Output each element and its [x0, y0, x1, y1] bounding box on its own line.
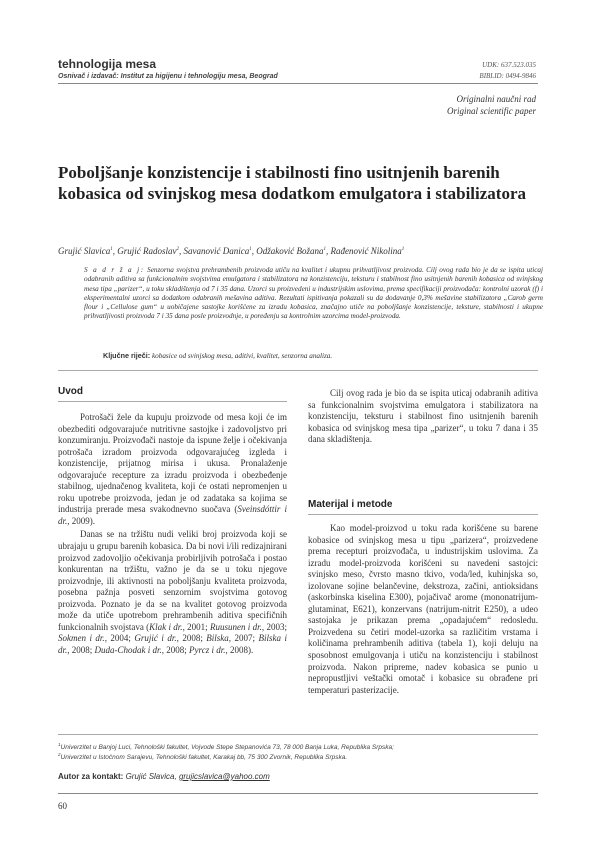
citation-year: , 2008;	[67, 644, 95, 655]
author-name: Savanović Danica	[183, 246, 250, 256]
citation-year: , 2001;	[182, 621, 210, 632]
footnote-1	[58, 742, 394, 751]
citation-year: , 2008;	[176, 633, 207, 644]
author-affiliation: 1	[323, 247, 326, 252]
paragraph	[58, 529, 287, 656]
article-title: Poboljšanje konzistencije i stabilnosti fino usitnjenih barenih kobasica od svinjskog mesa dodatkom emulgatora i stabilizatora	[58, 163, 526, 203]
section-heading-materijal: Materijal i metode	[308, 499, 393, 510]
citation-year: , 2008;	[161, 644, 190, 655]
right-column-methods	[308, 523, 538, 696]
citation-year: , 2003;	[261, 621, 287, 632]
author-name: Odžaković Božana	[256, 246, 324, 256]
citation: Klak i dr.	[149, 621, 183, 632]
citation: Bilska	[206, 633, 229, 644]
section-heading-uvod: Uvod	[58, 386, 83, 397]
citation-year: , 2004;	[104, 633, 135, 644]
author-name: Grujić Slavica	[58, 246, 111, 256]
footnote-marker: 2	[58, 752, 61, 757]
page-number: 60	[58, 801, 67, 811]
paragraph-text: Potrošači žele da kupuju proizvode od mesa koji će im obezbediti odgovarajuće nutritivne sastojke i zadovoljstvo pri konzumiranju. Proizvođači nastoje da ispune želje i očekivanja potrošača izradom proizvoda odgovarajućeg izgleda i konzistencije, prijatnog mirisa i ukusa. Pronalaženje odgovarajuće recepture za izradu proizvoda i obezbeđenje stabilnog, ujednačenog kvaliteta, koji će ostati nepromenjen u roku upotrebe proizvoda, jedan je od zadataka sa kojima se industrija prerade mesa svakodnevno suočava (	[58, 412, 287, 515]
citation: Sokmen i dr.	[58, 633, 105, 644]
abstract	[84, 266, 543, 322]
biblid-code: BIBLID: 0494-9846	[479, 72, 536, 80]
footnote-marker: 1	[58, 742, 61, 747]
left-column	[58, 412, 287, 656]
author-affiliation: 1	[249, 247, 252, 252]
author-affiliation: 1	[110, 247, 113, 252]
citation-year: , 2007;	[228, 633, 259, 644]
contact-author	[58, 772, 270, 781]
citation: Bilska i dr.	[58, 633, 287, 655]
right-column-intro	[308, 388, 538, 446]
contact-label: Autor za kontakt:	[58, 772, 124, 781]
keywords	[103, 351, 332, 360]
contact-email-link[interactable]: grujicslavica@yahoo.com	[178, 772, 270, 781]
udk-code: UDK: 637.523.035	[482, 61, 536, 69]
footnote-rule	[58, 734, 538, 735]
author-list: Grujić Slavica$^1$, Grujić Radoslav$^2$, Savanović Danica$^1$, Odžaković Božana$^1$, Rađenović Nikolina$^1$	[58, 246, 405, 256]
paragraph	[58, 412, 287, 527]
footnote-text: Univerzitet u Istočnom Sarajevu, Tehnološki fakultet, Karakaj bb, 75 300 Zvornik, Republika Srpska.	[60, 754, 348, 762]
author-name: Rađenović Nikolina	[330, 246, 402, 256]
citation: Pyrcz i dr.	[189, 644, 226, 655]
citation-year: , 2008).	[225, 644, 254, 655]
author-name: Grujić Radoslav	[117, 246, 177, 256]
paper-type-english: Original scientific paper	[447, 106, 536, 116]
contact-name: Grujić Slavica,	[125, 772, 177, 781]
footnote-text: Univerzitet u Banjoj Luci, Tehnološki fakultet, Vojvode Stepe Stepanovića 73, 78 000 Banja Luka, Republika Srpska;	[60, 744, 394, 752]
keywords-text: kobasice od svinjskog mesa, aditivi, kvalitet, senzorna analiza.	[151, 352, 333, 360]
citation-year: , 2009).	[67, 515, 96, 526]
citation: Sveinsdóttir i dr.	[58, 504, 287, 526]
paragraph: Cilj ovog rada je bio da se ispita uticaj odabranih aditiva sa funkcionalnim svojstvima emulgatora i stabilizatora na konzistenciju, teksturu i stabilnost fino usitnjenih barenih kobasica od svinjskog mesa tipa „parizer“, u toku 7 dana i 35 dana skladištenja.	[308, 388, 538, 445]
keywords-label: Ključne riječi:	[103, 351, 151, 360]
author-affiliation: 2	[176, 247, 179, 252]
paragraph-text: Danas se na tržištu nudi veliki broj proizvoda koji se ubrajaju u grupu barenih kobasica. Da bi novi i/ili redizajnirani proizvod zadovoljio očekivanja probirljivih potrošača i postao konkurentan na tržištu, važno je da se u toku njegove proizvodnje, ili aktivnosti na poboljšanju kvaliteta proizvoda, posebna pažnja posveti senzornim svojstvima gotovog proizvoda. Poznato je da se na kvalitet gotovog proizvoda može da utiče upotrebom prehrambenih aditiva specifičnih funkcionalnih svojstava (	[58, 529, 287, 632]
paragraph: Kao model-proizvod u toku rada korišćene su barene kobasice od svinjskog mesa u tipu „parizera“, proizvedene prema recepturi proizvođača, u industrijskim uslovima. Za izradu model-proizvoda korišćeni su navedeni sastojci: svinjsko meso, čvrsto masno tkivo, voda/led, kuhinjska so, izolovane sojine belančevine, dekstroza, začini, antioksidans (askorbinska kiselina E300), pojačivač arome (mononatrijum-glutaminat, E621), konzervans (natrijum-nitrit E250), a udeo sastojaka je prikazan prema „opadajućem“ redosledu. Proizvedena su četiri model-uzorka sa različitim vrstama i količinama prehrambenih aditiva (tabela 1), koji deluju na sposobnost emulgovanja i utiču na konzistenciju i stabilnost proizvoda. Nakon pripreme, nadev kobasica se punio u nepropustljivi veštački omotač i kobasice su obrađene pri temperaturi pasterizacije.	[308, 523, 538, 695]
section-rule	[58, 370, 538, 371]
citation: Grujić i dr.	[134, 633, 177, 644]
citation: Duda-Chodak i dr.	[94, 644, 162, 655]
materijal-underline	[308, 514, 538, 515]
abstract-text: Senzorna svojstva prehrambenih proizvoda utiču na kvalitet i ukupnu prihvatljivost proizvoda. Cilj ovog rada bio je da se ispita uticaj odabranih aditiva sa funkcionalnim svojstvima emulgatora i stabilizatora na konzistenciju, teksturu i stabilnost fino usitnjenih barenih kobasica od svinjskog mesa tipa „parizer“, u toku skladištenja od 7 i 35 dana. Uzorci su proizvedeni u industrijskim uslovima, prema specifikaciji proizvođača: kontrolni uzorak (f) i eksperimentalni uzorci sa dodatkom odabranih mešavina aditiva. Rezultati ispitivanja pokazali su da dodavanje 0,3% mešavine stabilizatora „Carob germ flour i „Cellulose gum“ u uobičajene sastojke korišćene za izradu kobasica, značajno utiče na poboljšanje konzistencije, teksture, stabilnosti i ukupne prihvatljivosti proizvoda 7 i 35 dana posle proizvodnje, u poređenju sa kontrolnim uzorcima model-proizvoda.	[84, 266, 543, 321]
publisher-line: Osnivač i izdavač: Institut za higijenu i tehnologiju mesa, Beograd	[58, 73, 278, 80]
footnote-2	[58, 752, 347, 761]
paper-type-serbian: Originalni naučni rad	[456, 94, 536, 104]
header-rule	[58, 83, 538, 84]
journal-name: tehnologija mesa	[58, 57, 157, 71]
author-affiliation: 1	[401, 247, 405, 252]
citation: Ruusunen i dr.	[209, 621, 262, 632]
abstract-label: S a d r ž a j:	[84, 266, 145, 274]
footer-rule	[58, 793, 538, 794]
uvod-underline	[58, 401, 287, 402]
